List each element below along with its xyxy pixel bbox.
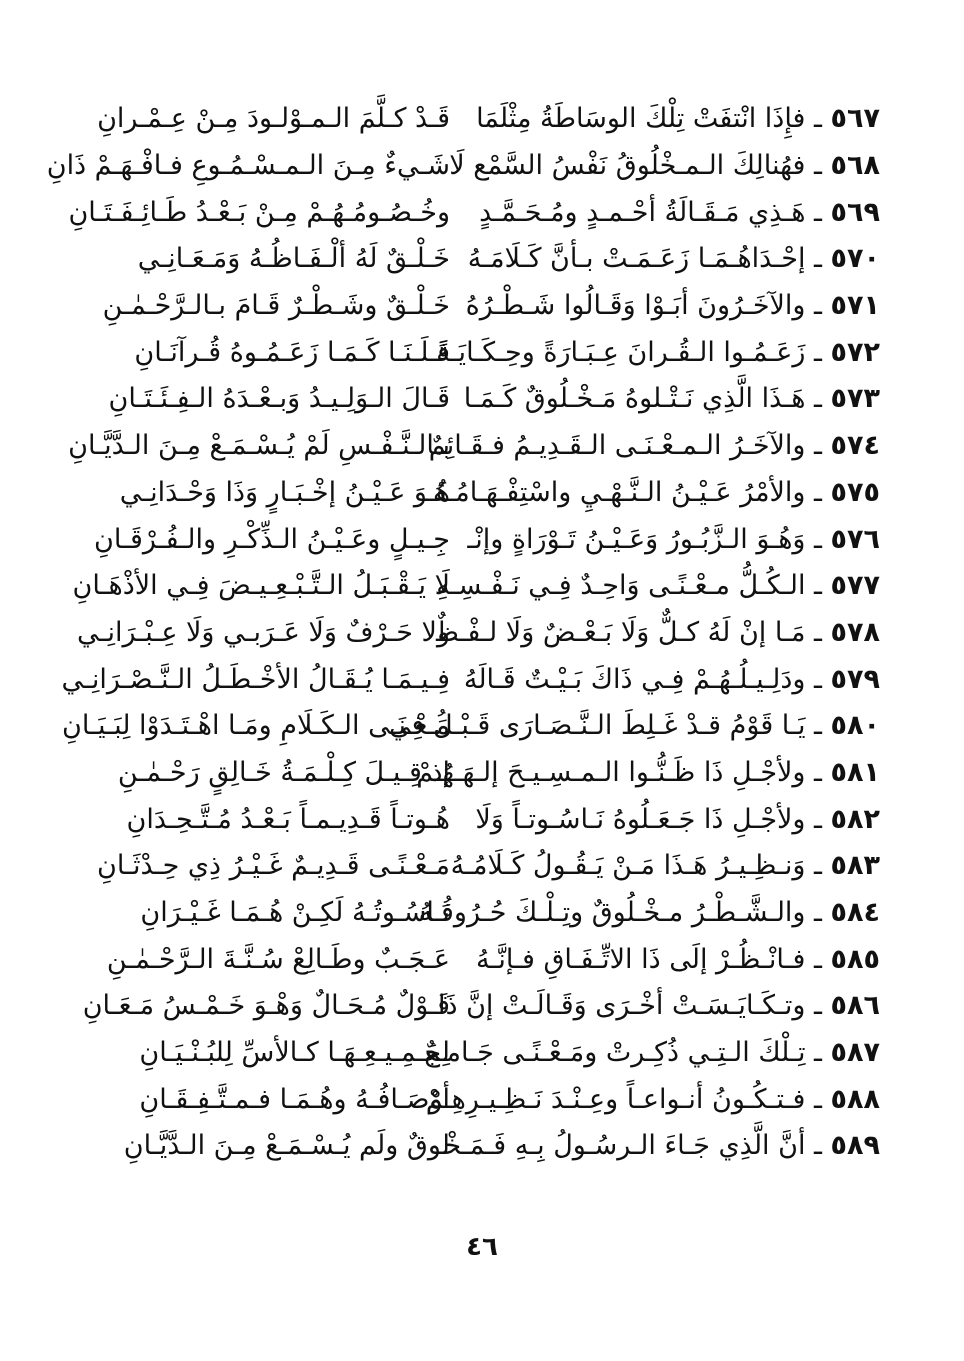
verse-line (80, 750, 880, 797)
verse-first-hemistich (450, 843, 880, 889)
verse-line (80, 470, 880, 517)
verse-number: ٥٨٠ (830, 710, 880, 742)
verse-first-hemistich (463, 376, 880, 422)
verse-first-hemistich (436, 1123, 880, 1169)
verse-line (46, 143, 880, 190)
verse-second-hemistich: شَـيءٌ مِـنَ الـمـسْـمُـوعِ فـافْـهَـمْ ذَانِ (46, 150, 450, 182)
verse-number-dash: ـ (805, 290, 831, 322)
verse-number: ٥٨٧ (830, 1037, 880, 1069)
verse-number-dash: ـ (805, 196, 831, 228)
verse-number-dash: ـ (805, 616, 831, 648)
verse-number: ٥٨١ (830, 756, 880, 788)
verse-line (80, 936, 880, 983)
verse-first-hemistich-text: زَعَـمُـوا الـقُـرانَ عِـبَـارَةً وحِـكَـايَـةً (436, 336, 806, 368)
verse-first-hemistich-text: فإِذَا انْتفَتْ تِلْكَ الوسَاطَةُ مِثْلَمَا (476, 103, 806, 135)
verse-line (80, 283, 880, 330)
verse-first-hemistich-text: والآخَـرُونَ أبَـوْا وَقَـالُوا شَـطْـرُهُ (465, 290, 806, 322)
verse-second-hemistich: مَـعْـنَـى الـكَـلَامِ ومَـا اهْـتَـدَوْا لِبَـيَـانِ (62, 710, 450, 742)
verse-first-hemistich (436, 330, 880, 376)
verse-line (80, 983, 880, 1030)
verse-number: ٥٨٨ (830, 1083, 880, 1115)
verse-first-hemistich (433, 610, 880, 656)
verse-line (62, 703, 880, 750)
verse-first-hemistich-text: الـكُـلُّ مـعْـنًـى وَاحِـدٌ فِـي نَـفْـسِـهِ (436, 570, 806, 602)
verse-first-hemistich (389, 703, 880, 749)
verse-number: ٥٧٣ (830, 383, 880, 415)
verse-line (80, 843, 880, 890)
verse-first-hemistich-text: أنَّ الَّذِي جَـاءَ الـرسُـولُ بِـهِ فَـمَـخْـ (436, 1130, 806, 1162)
verse-number-dash: ـ (805, 430, 831, 462)
verse-first-hemistich-text: والـشَّـطْـرُ مـخْـلُوقٌ وتِـلْـكَ حُـرُوفُـهُ (418, 897, 806, 929)
verse-first-hemistich-text: والآخَـرُ الـمـعْـنَـى الـقَـدِيـمُ فـقَـائِمٌ (428, 430, 806, 462)
verse-first-hemistich-text: إحْـدَاهُـمَـا زَعَـمَـتْ بـأنَّ كَـلَامَـهُ (467, 243, 806, 275)
verse-second-hemistich: بـالـنَّـفْـسِ لَمْ يُـسْـمَـعْ مِـنَ الـدَّيَّـانِ (68, 430, 450, 462)
verse-number-dash: ـ (805, 570, 831, 602)
verse-first-hemistich (418, 890, 880, 936)
verse-number-dash: ـ (805, 756, 831, 788)
verse-first-hemistich-text: فـتـكُـونُ أنـواعـاً وعِـنْـدَ نَـظِـيـرِهِـمْ (425, 1083, 806, 1115)
verse-first-hemistich-text: والأمْرُ عَـيْـنُ الـنَّـهْـيِ واسْتِفْـهَـامُـهُ (432, 476, 806, 508)
verse-first-hemistich-text: مَـا إنْ لَهُ كـلٌّ وَلَا بَـعْـضٌ وَلَا لـفْـظٌ (433, 616, 806, 648)
verse-number-dash: ـ (805, 803, 831, 835)
verse-first-hemistich (465, 283, 880, 329)
verse-number: ٥٨٤ (830, 897, 880, 929)
verse-line (61, 656, 880, 703)
verse-number-dash: ـ (805, 710, 831, 742)
verse-first-hemistich (449, 143, 880, 189)
verse-first-hemistich (463, 657, 880, 703)
verse-line (80, 376, 880, 423)
verse-number: ٥٧٠ (830, 243, 880, 275)
verse-number: ٥٧٤ (830, 430, 880, 462)
verse-line (80, 890, 880, 937)
verse-first-hemistich-text: وتـكَـايَـسَـتْ أخْـرَى وَقَـالَـتْ إنَّ ذَا (437, 990, 806, 1022)
verse-number-dash: ـ (805, 897, 831, 929)
verse-number-dash: ـ (805, 336, 831, 368)
verse-second-hemistich: نَـاسُـوتُـهُ لَكِـنْ هُـمَـا غَـيْـرَانِ (140, 897, 450, 929)
verse-number-dash: ـ (805, 103, 831, 135)
verse-first-hemistich-text: تِـلْكَ الـتِـي ذُكِـرتْ ومَـعْـنًـى جَـامـعٌ (424, 1037, 806, 1069)
verse-number-dash: ـ (805, 523, 831, 555)
verse-number-dash: ـ (805, 1130, 831, 1162)
verse-first-hemistich-text: ودَلِـيـلُـهُـمْ فِـي ذَاكَ بَـيْـتٌ قَـالَهُ (463, 663, 806, 695)
verse-second-hemistich: خَـلْـقٌ وشَـطْـرٌ قَـامَ بـالـرَّحْـمٰـنِ (102, 290, 450, 322)
verse-number-dash: ـ (805, 1083, 831, 1115)
verse-first-hemistich-text: وَنـظِـيـرُ هَـذَا مَـنْ يَـقُـولُ كَـلَامُـهُ (450, 850, 806, 882)
verse-number-dash: ـ (805, 663, 831, 695)
verse-first-hemistich (467, 236, 880, 282)
verse-line (68, 423, 880, 470)
verse-first-hemistich-text: ولأجْـلِ ذَا ظَـنُّـوا الـمـسِـيـحَ إلـهَـهُـمْ (416, 756, 806, 788)
verse-second-hemistich: خَـلْـقٌ لَهُ ألْـفَـاظُـهُ وَمَـعَـانِـي (137, 243, 450, 275)
verse-line (80, 1030, 880, 1077)
verse-second-hemistich: ولا حَـرْفٌ وَلَا عَـرَبـي وَلَا عِـبْـرَانِـي (77, 616, 450, 648)
verse-first-hemistich (424, 1030, 880, 1076)
verse-number: ٥٧٧ (830, 570, 880, 602)
verse-second-hemistich: لِجَـمِـيـعِـهَـا كـالأسِّ لِلبُـنْـيَـانِ (139, 1037, 450, 1069)
verse-first-hemistich-text: هَـذِي مَـقَـالَةُ أحْـمـدٍ ومُـحَـمَّـدٍ (479, 196, 806, 228)
verse-number-dash: ـ (805, 850, 831, 882)
verse-first-hemistich (475, 797, 880, 843)
verse-number: ٥٨٥ (830, 943, 880, 975)
verse-second-hemistich: قَـالَ الـوَلِـيـدُ وَبـعْـدَهُ الـفِـئَـتَـانِ (108, 383, 450, 415)
poem-body (46, 96, 880, 1170)
verse-number: ٥٦٨ (830, 150, 880, 182)
verse-line (72, 563, 880, 610)
verse-second-hemistich: وخُـصُـومُـهُـمْ مِـنْ بَـعْـدُ طَـائِـفَـتَـانِ (68, 196, 450, 228)
verse-second-hemistich: أوْصَـافُـهُ وهُـمَـا فـمـتَّـفِـقَـانِ (139, 1083, 450, 1115)
verse-number-dash: ـ (805, 243, 831, 275)
verse-second-hemistich: هُـوتـاً قَـدِيـمـاً بَـعْـدُ مُـتَّـحِـدَانِ (126, 803, 450, 835)
verse-line (80, 96, 880, 143)
verse-number: ٥٧١ (830, 290, 880, 322)
verse-first-hemistich (436, 563, 880, 609)
verse-line (80, 329, 880, 376)
page-number: ٤٦ (466, 1232, 498, 1262)
verse-number: ٥٦٩ (830, 196, 880, 228)
verse-second-hemistich: جِـيـلٍ وعَـيْـنُ الـذِّكْـرِ والـفُـرْقَـانِ (93, 523, 450, 555)
verse-second-hemistich: مَـعْـنًـى قَـدِيـمٌ غَـيْـرُ ذِي حِـدْثَـانِ (97, 850, 450, 882)
verse-line (80, 236, 880, 283)
verse-number: ٥٧٩ (830, 663, 880, 695)
verse-first-hemistich (437, 983, 880, 1029)
verse-line (68, 189, 880, 236)
verse-number: ٥٧٢ (830, 336, 880, 368)
verse-first-hemistich-text: فـانْـظُـرْ إلَى ذَا الاتِّـفَـاقِ فـإنَّـهُ (475, 943, 806, 975)
verse-second-hemistich: هُـوَ عَـيْـنُ إخْـبَـارٍ وَذَا وَحْـدَانِـي (119, 476, 450, 508)
verse-number-dash: ـ (805, 1037, 831, 1069)
verse-first-hemistich (467, 517, 880, 563)
verse-number-dash: ـ (805, 150, 831, 182)
verse-line (80, 1076, 880, 1123)
verse-second-hemistich: قَـوْلٌ مُـحَـالٌ وَهْـوَ خَـمْـسُ مَـعَـانِ (82, 990, 450, 1022)
verse-second-hemistich: لوقٌ ولَم يُـسْـمَـعْ مِـنَ الـدَّيَّـانِ (123, 1130, 450, 1162)
verse-second-hemistich: لَا يَـقْـبَـلُ الـتَّـبْـعِـيـضَ فِـي الأذْهَـانِ (72, 570, 450, 602)
verse-first-hemistich (476, 96, 880, 142)
verse-number: ٥٧٦ (830, 523, 880, 555)
verse-first-hemistich-text: ولأجْـلِ ذَا جَـعَـلُوهُ نَـاسُـوتـاً وَلَا (475, 803, 806, 835)
verse-number-dash: ـ (805, 476, 831, 508)
verse-first-hemistich (425, 1077, 880, 1123)
verse-second-hemistich: إذ قِـيـلَ كِـلْـمَـةُ خَـالِقٍ رَحْـمٰـنِ (117, 756, 450, 788)
verse-line (80, 516, 880, 563)
verse-number: ٥٧٥ (830, 476, 880, 508)
verse-first-hemistich (475, 937, 880, 983)
verse-second-hemistich: عَـجَـبٌ وطَـالِعْ سُـنَّـةَ الـرَّحْـمٰـنِ (106, 943, 450, 975)
verse-number-dash: ـ (805, 383, 831, 415)
verse-line (77, 610, 880, 657)
verse-first-hemistich-text: وَهُـوَ الـزَّبُـورُ وَعَـيْـنُ تَـوْرَاةٍ وإنْـ (467, 523, 806, 555)
verse-first-hemistich (480, 190, 880, 236)
verse-number: ٥٧٨ (830, 616, 880, 648)
verse-number-dash: ـ (805, 943, 831, 975)
verse-number: ٥٨٣ (830, 850, 880, 882)
verse-number: ٥٦٧ (830, 103, 880, 135)
verse-first-hemistich (428, 423, 880, 469)
verse-first-hemistich-text: يَـا قَوْمُ قـدْ غَـلِطَ الـنَّـصَـارَى قَـبْـلُ فِي (389, 710, 806, 742)
verse-line (80, 1123, 880, 1170)
verse-second-hemistich: فِـيـمَـا يُـقَـالُ الأخْـطَـلُ الـنَّـصْـرَانِـي (61, 663, 450, 695)
verse-number: ٥٨٦ (830, 990, 880, 1022)
verse-number: ٥٨٩ (830, 1130, 880, 1162)
verse-first-hemistich-text: فهُنالِكَ الـمـخْلُوقُ نَفْسُ السَّمْع لَا (449, 150, 806, 182)
verse-first-hemistich-text: هَـذَا الَّذِي نَـتْـلوهُ مَـخْـلُوقٌ كَـمَـا (463, 383, 806, 415)
verse-number-dash: ـ (805, 990, 831, 1022)
verse-second-hemistich: قَـدْ كـلَّمَ الـمـوْلـودَ مِـنْ عِـمْـرانِ (97, 103, 450, 135)
verse-line (80, 796, 880, 843)
verse-first-hemistich (416, 750, 880, 796)
verse-first-hemistich (432, 470, 880, 516)
verse-number: ٥٨٢ (830, 803, 880, 835)
verse-second-hemistich: فَـلَـنَـا كَـمَـا زَعَـمُـوهُ قُـرآنَـانِ (134, 336, 450, 368)
